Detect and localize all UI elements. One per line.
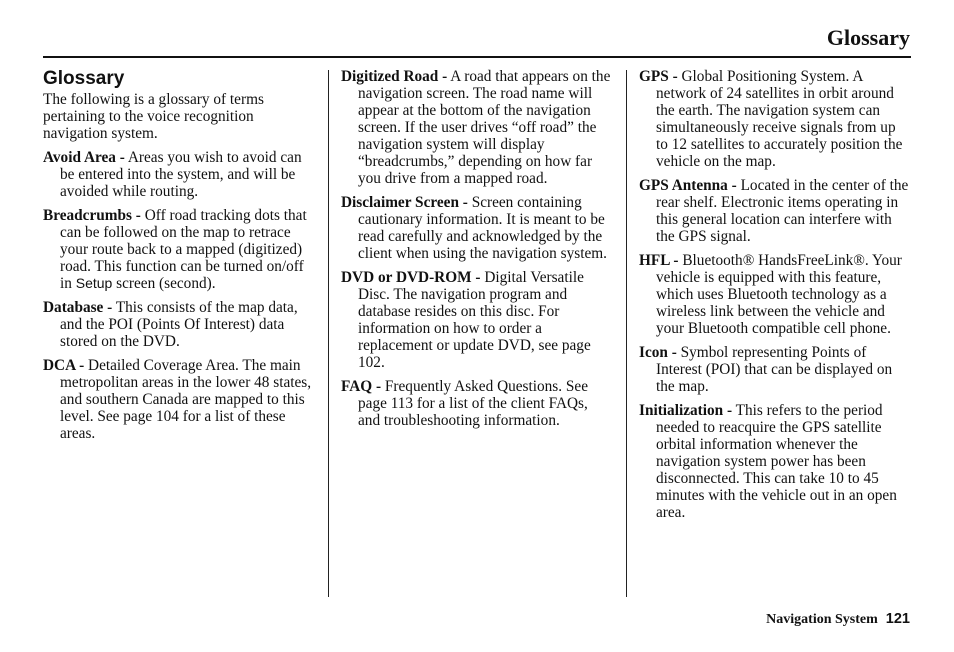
- glossary-column-2: [341, 68, 611, 436]
- glossary-entry: [639, 252, 909, 337]
- glossary-entry: [43, 207, 313, 292]
- glossary-term: Digitized Road -: [341, 68, 448, 85]
- glossary-definition: Located in the center of the rear shelf. Electronic items operating in this general location can interfere with the GPS signal.: [656, 177, 909, 245]
- glossary-entry: [639, 344, 909, 395]
- glossary-term: GPS -: [639, 68, 678, 85]
- glossary-definition: Bluetooth® HandsFreeLink®. Your vehicle is equipped with this feature, which uses Bluetooth technology as a wireless link between the vehicle and your Bluetooth compatible cell phone.: [656, 252, 902, 337]
- glossary-column-1: [43, 68, 313, 449]
- glossary-entry: [341, 269, 611, 371]
- glossary-term: DVD or DVD-ROM -: [341, 269, 481, 286]
- glossary-definition: Areas you wish to avoid can be entered into the system, and will be avoided while routing.: [60, 149, 302, 200]
- glossary-definition: This refers to the period needed to reacquire the GPS satellite orbital information whenever the navigation system power has been disconnected. This can take 10 to 45 minutes with the vehicle out in an open area.: [656, 402, 897, 521]
- glossary-definition: Detailed Coverage Area. The main metropolitan areas in the lower 48 states, and southern Canada are mapped to this level. See page 104 for a list of these areas.: [60, 357, 312, 442]
- page-footer: [766, 611, 910, 628]
- column-divider: [626, 70, 627, 597]
- glossary-term: Breadcrumbs -: [43, 207, 141, 224]
- glossary-definition-continued: screen (second).: [112, 275, 216, 292]
- glossary-term: Avoid Area -: [43, 149, 125, 166]
- footer-label: Navigation System: [766, 612, 878, 627]
- entries-col3: [639, 68, 909, 521]
- screen-name-reference: Setup: [75, 275, 113, 291]
- glossary-entry: [639, 68, 909, 170]
- glossary-term: GPS Antenna -: [639, 177, 737, 194]
- glossary-definition: Digital Versatile Disc. The navigation program and database resides on this disc. For information on how to order a replacement or update DVD, see page 102.: [358, 269, 591, 371]
- glossary-definition: Screen containing cautionary information. It is meant to be read carefully and acknowledged by the client when using the navigation system.: [358, 194, 607, 262]
- intro-paragraph: The following is a glossary of terms pertaining to the voice recognition navigation system.: [43, 91, 264, 142]
- glossary-definition: Frequently Asked Questions. See page 113 for a list of the client FAQs, and troubleshooting information.: [358, 378, 588, 429]
- glossary-definition: A road that appears on the navigation screen. The road name will appear at the bottom of the navigation screen. If the user drives “off road” the navigation system will display “breadcrumbs,” depending on how far you drive from a mapped road.: [358, 68, 611, 187]
- glossary-entry: [341, 194, 611, 262]
- page-number: 121: [885, 611, 910, 627]
- glossary-term: Icon -: [639, 344, 677, 361]
- glossary-term: DCA -: [43, 357, 85, 374]
- glossary-entry: [341, 68, 611, 187]
- glossary-term: Database -: [43, 299, 113, 316]
- glossary-entry: [43, 357, 313, 442]
- glossary-definition: Global Positioning System. A network of 24 satellites in orbit around the earth. The navigation system can simultaneously receive signals from up to 12 satellites to accurately position the vehicle on the map.: [656, 68, 903, 170]
- entries-col1: [43, 149, 313, 442]
- glossary-column-3: [639, 68, 909, 528]
- glossary-definition: Off road tracking dots that can be followed on the map to retrace your route back to a mapped (digitized) road. This function can be turned on/off in: [60, 207, 307, 292]
- glossary-term: Initialization -: [639, 402, 733, 419]
- glossary-entry: [43, 149, 313, 200]
- entries-col2: [341, 68, 611, 429]
- section-heading: Glossary: [43, 68, 125, 89]
- glossary-definition: Symbol representing Points of Interest (POI) that can be displayed on the map.: [656, 344, 893, 395]
- glossary-entry: [639, 177, 909, 245]
- glossary-term: HFL -: [639, 252, 679, 269]
- glossary-definition: This consists of the map data, and the POI (Points Of Interest) data stored on the DVD.: [60, 299, 298, 350]
- glossary-term: FAQ -: [341, 378, 382, 395]
- glossary-entry: [341, 378, 611, 429]
- header-rule: [43, 56, 911, 58]
- glossary-term: Disclaimer Screen -: [341, 194, 468, 211]
- column-divider: [328, 70, 329, 597]
- page-title: Glossary: [826, 25, 910, 50]
- glossary-entry: [639, 402, 909, 521]
- glossary-entry: [43, 299, 313, 350]
